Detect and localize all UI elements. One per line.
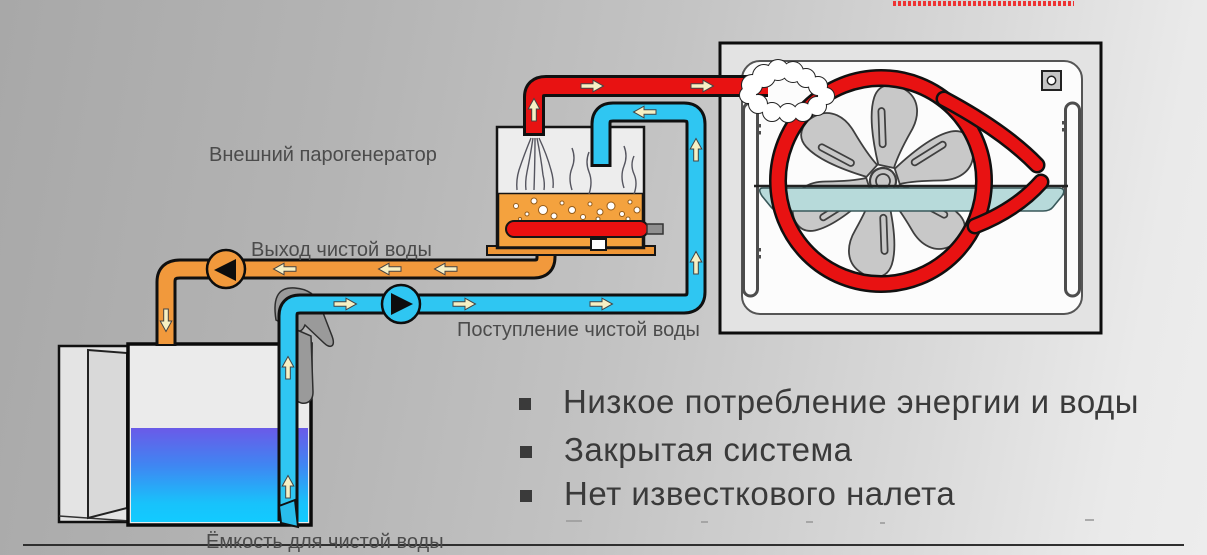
bullet-marker-icon <box>520 490 532 502</box>
bullet-marker-icon <box>519 398 531 410</box>
bullet-item <box>520 432 853 469</box>
label-steam-generator: Внешний парогенератор <box>209 144 437 166</box>
bullet-item <box>520 476 955 513</box>
dotted-underline <box>893 1 1074 6</box>
steam-generator-tank <box>487 127 663 255</box>
pump-icon-supply <box>382 285 420 323</box>
bullet-text: Низкое потребление энергии и воды <box>563 383 1139 420</box>
suction-flap <box>279 500 298 527</box>
ghost-dashes <box>566 520 582 522</box>
oven <box>720 43 1101 333</box>
label-clean-water-outlet: Выход чистой воды <box>251 239 432 261</box>
bullet-marker-icon <box>520 446 532 458</box>
ghost-dashes <box>701 521 708 523</box>
heater-terminal <box>647 224 663 234</box>
bottom-rule <box>23 544 1184 546</box>
label-clean-water-inlet: Поступление чистой воды <box>457 319 700 341</box>
water-container <box>59 344 311 525</box>
ghost-dashes <box>1085 519 1094 521</box>
ghost-dashes <box>880 522 885 524</box>
container-door <box>88 350 127 518</box>
bullet-text: Нет известкового налета <box>564 475 956 512</box>
label-clean-water-container: Ёмкость для чистой воды <box>206 531 444 553</box>
bullet-text: Закрытая система <box>564 431 853 468</box>
oven-lamp-icon <box>1042 71 1061 90</box>
bullet-item <box>519 384 1139 421</box>
ghost-dashes <box>806 521 813 523</box>
pump-icon-return <box>207 250 245 288</box>
heating-element <box>506 221 648 237</box>
drain-port <box>591 239 606 250</box>
